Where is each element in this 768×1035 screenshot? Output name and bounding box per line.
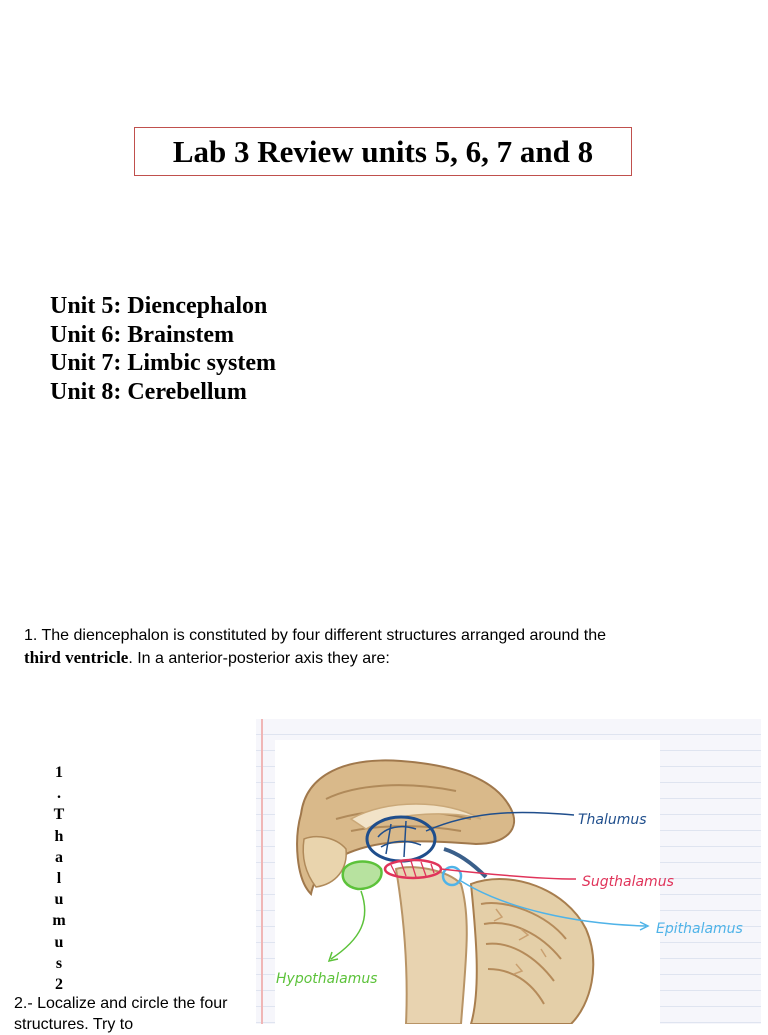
title-box <box>134 127 632 176</box>
label-hypothalamus: Hypothalamus <box>276 971 378 987</box>
brain-illustration <box>256 719 761 1024</box>
vertical-char: a <box>55 848 63 866</box>
unit-8: Unit 8: Cerebellum <box>50 378 247 405</box>
label-epithalamus: Epithalamus <box>656 921 743 937</box>
unit-6: Unit 6: Brainstem <box>50 321 234 348</box>
question-1-bold: third ventricle <box>24 648 129 667</box>
vertical-char: 1 <box>55 764 63 781</box>
vertical-char: l <box>56 870 62 888</box>
vertical-char: u <box>54 891 64 909</box>
question-1-rest: . In a anterior-posterior axis they are: <box>128 650 390 667</box>
units-list <box>50 292 276 406</box>
vertical-char: 2 <box>55 976 63 994</box>
question-1-line1: 1. The diencephalon is constituted by four different structures arranged around the <box>24 627 606 644</box>
vertical-char: h <box>54 827 64 845</box>
vertical-char: u <box>54 933 64 951</box>
label-thalamus: Thalumus <box>578 812 647 828</box>
question-2: 2.- Localize and circle the four structures. Try to <box>14 995 228 1033</box>
vertical-char: s <box>55 954 63 972</box>
label-subthalamus: Sugthalamus <box>582 874 674 890</box>
vertical-char: m <box>52 912 66 930</box>
question-1 <box>24 625 744 670</box>
annotated-brain-figure <box>256 719 761 1024</box>
page-title: Lab 3 Review units 5, 6, 7 and 8 <box>172 133 594 169</box>
vertical-answer <box>49 762 69 995</box>
vertical-char: . <box>57 785 61 803</box>
vertical-char: T <box>53 806 65 824</box>
unit-5: Unit 5: Diencephalon <box>50 293 268 319</box>
unit-7: Unit 7: Limbic system <box>50 350 276 376</box>
